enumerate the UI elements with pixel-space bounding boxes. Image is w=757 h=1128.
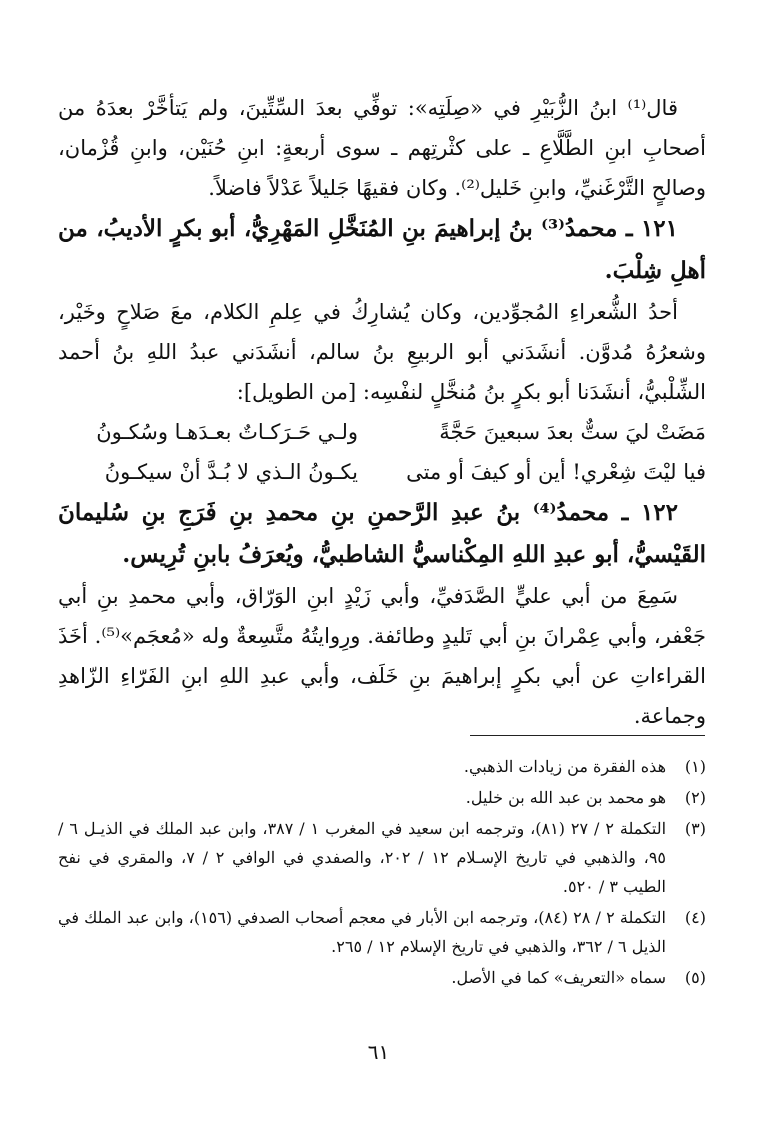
footnote-text: التكملة ٢ / ٢٨ (٨٤)، وترجمه ابن الأبار في معجم أصحاب الصدفي (١٥٦)، وابن عبد الملك في الذيل ٦ / ٣٦٢، والذهبي في تاريخ الإسلام ١٢ / ٢٦٥. [58, 908, 666, 956]
footnote-text: هذه الفقرة من زيادات الذهبي. [463, 757, 666, 776]
footnote-divider [470, 735, 705, 736]
footnote-number: (٣) [684, 819, 706, 838]
footnote-text: التكملة ٢ / ٢٧ (٨١)، وترجمه ابن سعيد في المغرب ١ / ٣٨٧، وابن عبد الملك في الذيـل ٦ / ٩٥، والذهبي في تاريخ الإسـلام ١٢ / ٢٠٢، والصفدي في الوافي ٢ / ٧، والمقري في نفح الطيب ٣ / ٥٢٠. [58, 819, 667, 896]
entry-121-heading: ١٢١ ـ محمدُ⁽³⁾ بنُ إبراهيمَ بنِ المُنَخَّلِ المَهْرِيُّ، أبو بكرٍ الأديبُ، من أهلِ شِلْبَ. [58, 215, 706, 284]
footnote-number: (٢) [684, 788, 706, 807]
verse-1-first-hemistich: مَضَتْ ليَ ستٌّ بعدَ سبعينَ حَجَّةً [439, 420, 706, 444]
footnotes [58, 752, 706, 994]
verse-2-first-hemistich: فيا ليْتَ شِعْري! أين أو كيفَ أو متى [406, 460, 706, 484]
footnote-text: هو محمد بن عبد الله بن خليل. [465, 788, 666, 807]
main-text [58, 88, 706, 736]
footnote-number: (٥) [684, 968, 706, 987]
footnote-4 [58, 903, 706, 961]
footnote-1 [58, 752, 706, 781]
footnote-number: (٤) [684, 908, 706, 927]
footnote-2 [58, 783, 706, 812]
paragraph-1: قال⁽¹⁾ ابنُ الزُّبَيْرِ في «صِلَتِه»: توفِّي بعدَ السِّتِّينَ، ولم يَتأخَّرْ بعدَهُ من أصحابِ ابنِ الطَّلَّاعِ ـ على كثْرتِهم ـ سوى أربعةٍ: ابنِ حُنَيْن، وابنِ قُزْمان، وصالحٍ التَّرْغَنيِّ، وابنِ خَليل⁽²⁾. وكان فقيهًا جَليلاً عَدْلاً فاضلاً. [58, 96, 706, 200]
footnote-text: سماه «التعريف» كما في الأصل. [451, 968, 666, 987]
verse-line-1 [58, 412, 706, 452]
footnote-number: (١) [684, 757, 706, 776]
verse-1-second-hemistich: ولـي حَـرَكـاتٌ بعـدَهـا وسُكـونُ [96, 420, 358, 444]
entry-122-heading: ١٢٢ ـ محمدُ⁽⁴⁾ بنُ عبدِ الرَّحمنِ بنِ محمدِ بنِ فَرَجِ بنِ سُليمانَ القَيْسيُّ، أبو عبدِ اللهِ المِكْناسيُّ الشاطبيُّ، ويُعرَفُ بابنِ تُرِيس. [58, 499, 706, 568]
footnote-3 [58, 814, 706, 901]
entry-121-body: أحدُ الشُّعراءِ المُجوِّدين، وكان يُشارِكُ في عِلمِ الكلام، معَ صَلاحٍ وخَيْر، وشعرُهُ مُدوَّن. أنشَدَني أبو الربيعِ بنُ سالم، أنشَدَني عبدُ اللهِ بنُ أحمد الشِّلْبيُّ، أنشَدَنا أبو بكرٍ بنُ مُنخَّلٍ لنفْسِه: [من الطويل]: [58, 300, 706, 404]
verse-line-2 [58, 452, 706, 492]
entry-122-body: سَمِعَ من أبي عليٍّ الصَّدَفيِّ، وأبي زَيْدٍ ابنِ الوَرّاق، وأبي محمدِ بنِ أبي جَعْفر، وأبي عِمْرانَ بنِ أبي تَليدٍ وطائفة. ورِوايتُهُ متَّسِعةٌ وله «مُعجَم»⁽⁵⁾. أخَذَ القراءاتِ عن أبي بكرٍ إبراهيمَ بنِ خَلَف، وأبي عبدِ اللهِ ابنِ الفَرّاءِ الزّاهدِ وجماعة. [58, 584, 706, 728]
footnote-5 [58, 963, 706, 992]
verse-2-second-hemistich: يكـونُ الـذي لا بُـدَّ أنْ سيكـونُ [104, 460, 358, 484]
page-number: ٦١ [367, 1040, 390, 1064]
